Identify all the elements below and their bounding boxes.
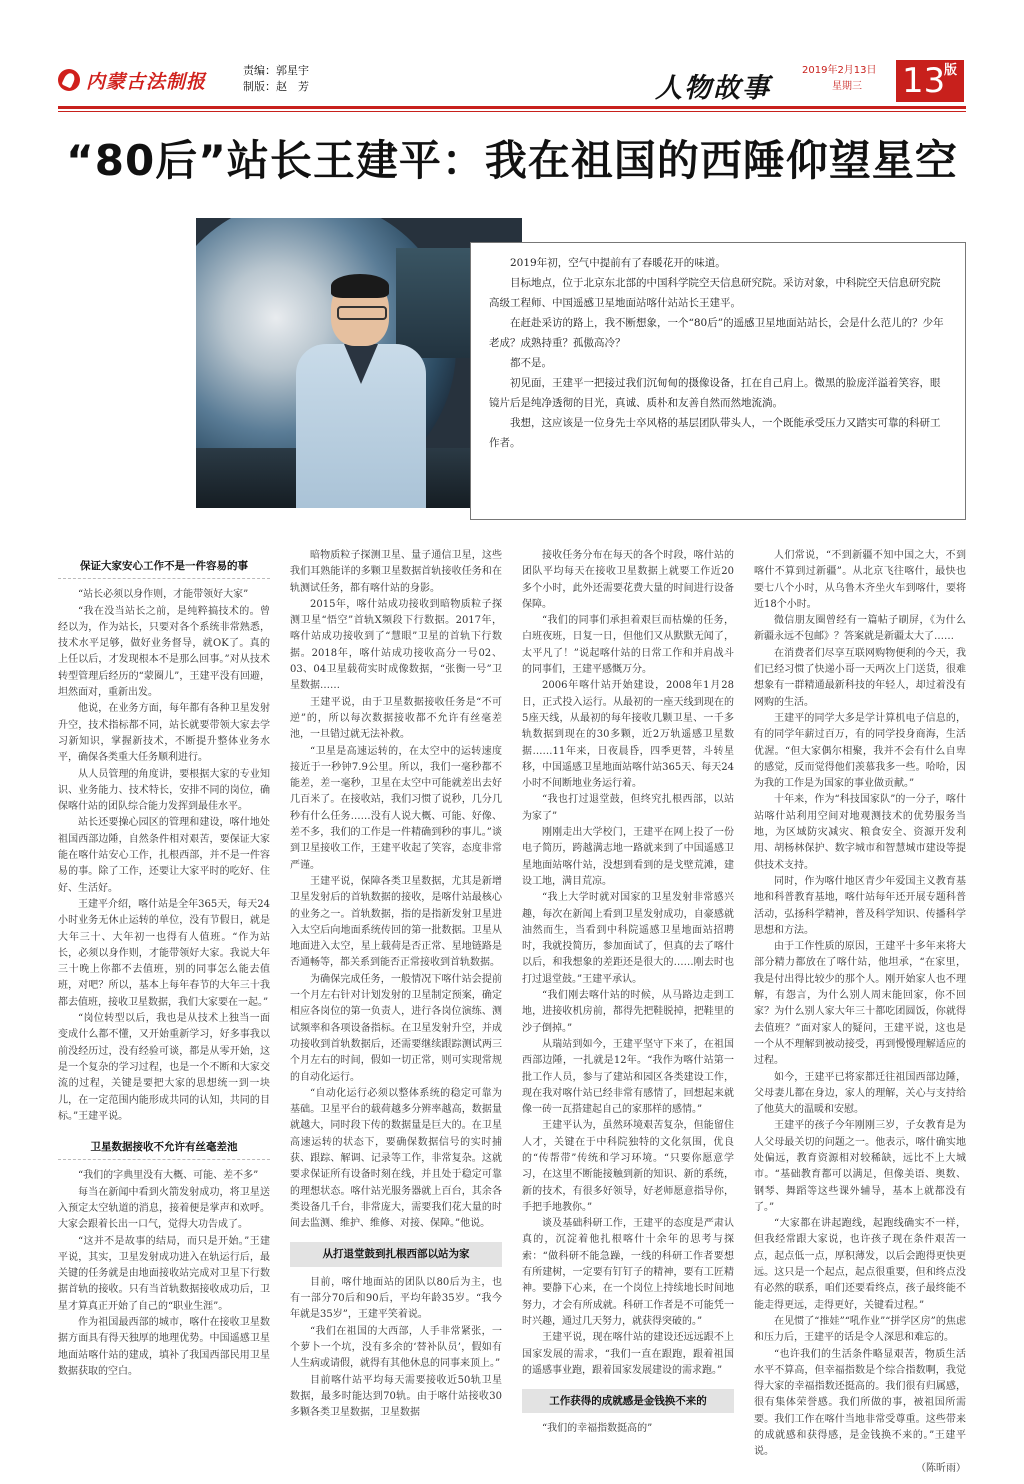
body-paragraph: 在消费者们尽享互联网购物便利的今天，我们已经习惯了快递小哥一天两次上门送货，很难想象有一群精通最新科技的年轻人，却过着没有网购的生活。 xyxy=(754,647,966,708)
body-paragraph: 刚刚走出大学校门，王建平在网上投了一份电子简历，跨越满志地一路就来到了中国遥感卫星地面站喀什站，没想到看到的是戈壁荒滩，建设工地，满目荒凉。 xyxy=(522,827,734,887)
body-paragraph: 王建平说，由于卫星数据接收任务是“不可逆”的，所以每次数据接收都不允许有丝毫差池，一旦错过就无法补救。 xyxy=(290,696,502,741)
issue-weekday: 星期三 xyxy=(832,81,862,92)
body-paragraph: 每当在新闻中看到火箭发射成功，将卫星送入预定太空轨道的消息，接着便是掌声和欢呼。大家会跟着长出一口气，觉得大功告成了。 xyxy=(58,1186,270,1231)
newspaper-logo xyxy=(58,60,228,100)
intro-paragraph: 2019年初，空气中提前有了春暖花开的味道。 xyxy=(510,257,726,269)
intro-paragraph: 都不是。 xyxy=(510,357,552,369)
body-paragraph: 目前喀什站平均每天需要接收近50轨卫星数据，最多时能达到70轨。由于喀什站接收30多颗各类卫星数据，卫星数据 xyxy=(290,1374,502,1419)
intro-paragraph: 我想，这应该是一位身先士卒风格的基层团队带头人，一个既能承受压力又踏实可靠的科研工作者。 xyxy=(489,417,941,449)
body-paragraph: 从人员管理的角度讲，要根据大家的专业知识、业务能力、技术特长，安排不同的岗位，确保喀什站的团队综合能力发挥到最佳水平。 xyxy=(58,768,270,813)
body-paragraph: “我们的幸福指数挺高的” xyxy=(542,1423,653,1435)
body-paragraph: “我上大学时就对国家的卫星发射非常感兴趣，每次在新闻上看到卫星发射成功，自豪感就油然而生，当看到中科院遥感卫星地面站招聘时，我就投简历，参加面试了，但真的去了喀什以后，和我想象的差距还是很大的……刚去时也打过退堂鼓。”王建平承认。 xyxy=(522,892,734,985)
section-title: 人物故事 xyxy=(655,73,771,104)
page-unit: 版 xyxy=(944,63,958,78)
body-paragraph: “自动化运行必须以整体系统的稳定可靠为基础。卫星平台的载荷越多分辨率越高，数据量就越大，同时段下传的数据量是巨大的。在卫星高速运转的状态下，要确保数据信号的实时捕获、跟踪、解调、记录等工作，非常复杂。这就要求保证所有设备时刻在线，并且处于稳定可靠的理想状态。喀什站光服务器就上百台，其余各类设备几千台，非常庞大，需要我们花大量的时间去监测、维护、维修、对接、保障。”他说。 xyxy=(290,1087,502,1230)
subheading: 卫星数据接收不允许有丝毫差池 xyxy=(58,1135,270,1160)
body-paragraph: “这并不是故事的结局，而只是开始。”王建平说，其实，卫星发射成功进入在轨运行后，最关键的任务就是由地面接收站完成对卫星下行数据首轨的接收。只有当首轨数据接收成功后，卫星才算真正开始了自己的“职业生涯”。 xyxy=(58,1235,270,1312)
body-paragraph: “我们的同事们承担着艰巨而枯燥的任务，白班夜班，日复一日，但他们又从默默无闻了，太平凡了！”说起喀什站的日常工作和并肩战斗的同事们，王建平感慨万分。 xyxy=(522,615,734,676)
body-paragraph: 由于工作性质的原因，王建平十多年来将大部分精力都放在了喀什站，他坦承，“在家里，我是付出得比较少的那个人。刚开始家人也不理解，有怨言，为什么别人周末能回家，你不回家？为什么别人家大年三十都吃团圆饭，你就得去值班？”面对家人的疑问，王建平说，这也是一个从不理解到被动接受，再到慢慢理解适应的过程。 xyxy=(754,941,966,1067)
issue-date: 2019年2月13日 xyxy=(802,65,877,76)
article-headline: “80后”站长王建平：我在祖国的西陲仰望星空 xyxy=(66,136,958,185)
body-paragraph: 2015年，喀什站成功接收到暗物质粒子探测卫星“悟空”首轨X频段下行数据。2017年，喀什站成功接收到了“慧眼”卫星的首轨下行数据。2018年，喀什站成功接收高分一号02、03、04卫星载荷实时成像数据，“张衡一号”卫星数据…… xyxy=(290,598,502,692)
body-paragraph: 王建平说，现在喀什站的建设还远远跟不上国家发展的需求，“我们一直在跟跑，跟着祖国的遥感事业跑，跟着国家发展建设的需求跑。” xyxy=(522,1332,734,1376)
body-paragraph: “站长必须以身作则，才能带领好大家” xyxy=(78,589,249,601)
body-paragraph: “岗位转型以后，我也是从技术上独当一面变成什么都不懂，又开始重新学习，好多事我以前没经历过，没有经验可谈，都是从零开始，这是一个复杂的学习过程，也是一个不断和大家交流的过程，关键是要把大家的思想统一到一块儿，在一定范围内能形成共同的认知，共同的目标。”王建平说。 xyxy=(58,1013,270,1122)
article-body xyxy=(58,548,966,1474)
date-box xyxy=(802,63,896,101)
credits xyxy=(243,63,309,95)
body-paragraph: 2006年喀什站开始建设，2008年1月28日，正式投入运行。从最初的一座天线到现在的5座天线，从最初的每年接收几颗卫星、一千多轨数据到现在的30多颗，近2万轨遥感卫星数据……11年来，日夜晨昏，四季更替，斗转星移，中国遥感卫星地面站喀什站365天、每天24小时不间断地业务运行着。 xyxy=(522,680,734,790)
column-3 xyxy=(522,548,734,1438)
intro-paragraph: 初见面，王建平一把接过我们沉甸甸的摄像设备，扛在自己肩上。微黑的脸庞洋溢着笑容，眼镜片后是纯净透彻的目光，真诚、质朴和友善自然而然地流淌。 xyxy=(489,377,941,409)
body-paragraph: 十年来，作为“科技国家队”的一分子，喀什站喀什站利用空间对地观测技术的优势服务当地，为区域防灾减灾、粮食安全、资源开发利用、胡杨林保护、数字城市和智慧城市建设等提供技术支持。 xyxy=(754,794,966,871)
body-paragraph: 同时，作为喀什地区青少年爱国主义教育基地和科普教育基地，喀什站每年还开展专题科普活动，弘扬科学精神，普及科学知识、传播科学思想和方法。 xyxy=(754,875,966,936)
body-paragraph: 谈及基础科研工作，王建平的态度是严肃认真的，沉淀着他扎根喀什十余年的思考与探索：“做科研不能急躁，一线的科研工作者要想有所建树，一定要有钉钉子的精神，要有工匠精神。要静下心来，在一个岗位上持续地长时间地努力，才会有所成就。科研工作者是不可能凭一时兴趣，通过几天努力，就获得突破的。” xyxy=(522,1218,734,1327)
body-paragraph: 为确保完成任务，一般情况下喀什站会提前一个月左右针对计划发射的卫星制定预案，确定相应各岗位的第一负责人，进行各岗位演练、测试频率和各项设备指标。在卫星发射升空，并成功接收到首轨数据后，还需要继续跟踪测试两三个月左右的时间，假如一切正常，则可实现常规的自动化运行。 xyxy=(290,973,502,1083)
column-1 xyxy=(58,548,270,1380)
body-paragraph: 在见惯了“推娃”“吼作业”“拼学区房”的焦虑和压力后，王建平的话是令人深思和难忘的。 xyxy=(754,1315,966,1344)
intro-paragraph: 在赶赴采访的路上，我不断想象，一个“80后”的遥感卫星地面站站长，会是什么范儿的？少年老成？成熟持重？孤傲高冷？ xyxy=(489,317,944,349)
body-paragraph: 从瑞站到如今，王建平坚守下来了，在祖国西部边陲，一扎就是12年。“我作为喀什站第一批工作人员，参与了建站和园区各类建设工作，现在我对喀什站已经非常有感情了，回想起来就像一砖一瓦搭建起自己的家那样的感情。” xyxy=(522,1038,734,1116)
header-rule xyxy=(58,106,966,109)
layout-credit: 制版：赵 芳 xyxy=(243,80,309,93)
subheading: 保证大家安心工作不是一件容易的事 xyxy=(58,554,270,579)
body-paragraph: 接收任务分布在每天的各个时段，喀什站的团队平均每天在接收卫星数据上就要工作近20多个小时，此外还需要花费大量的时间进行设备保障。 xyxy=(522,550,734,610)
body-paragraph: 他说，在业务方面，每年都有各种卫星发射升空，技术指标都不同，站长就要带领大家去学习新知识，掌握新技术，不断提升整体业务水平，确保各类重大任务顺利进行。 xyxy=(58,703,270,764)
body-paragraph: 目前，喀什地面站的团队以80后为主，也有一部分70后和90后，平均年龄35岁。“我今年就是35岁”，王建平笑着说。 xyxy=(290,1276,502,1321)
header-rule-thin xyxy=(58,111,966,112)
body-paragraph: 暗物质粒子探测卫星、量子通信卫星，这些我们耳熟能详的多颗卫星数据首轨接收任务和在轨测试任务，都有喀什站的身影。 xyxy=(290,550,502,594)
body-paragraph: “我们的字典里没有大概、可能、差不多” xyxy=(78,1170,259,1182)
body-paragraph: 王建平介绍，喀什站是全年365天，每天24小时业务无休止运转的单位，没有节假日，就是大年三十、大年初一也得有人值班。“作为站长，必须以身作则，才能带领好大家。我说大年三十晚上你都不去值班，别的同事怎么能去值班，对吧？所以，基本上每年春节的大年三十我都去值班，接收卫星数据，我们大家要在一起。” xyxy=(58,898,270,1008)
body-paragraph: 站长还要操心园区的管理和建设，喀什地处祖国西部边陲，自然条件相对艰苦，要保证大家能在喀什站安心工作，扎根西部，并不是一件容易的事。除了工作，还要让大家平时的吃好、住好、生活好。 xyxy=(58,817,270,894)
masthead xyxy=(0,0,1024,112)
body-paragraph: “我们在祖国的大西部，人手非常紧张，一个萝卜一个坑，没有多余的‘替补队员’，假如有人生病或请假，就得有其他休息的同事来顶上。” xyxy=(290,1325,502,1370)
body-paragraph: “也许我们的生活条件略显艰苦，物质生活水平不算高，但幸福指数是个综合指数啊，我觉得大家的幸福指数还挺高的。我们很有归属感，很有集体荣誉感。我们所做的事，被祖国所需要。我们工作在喀什当地非常受尊重。这些带来的成就感和获得感，是金钱换不来的。”王建平说。 xyxy=(754,1348,966,1458)
subheading: 工作获得的成就感是金钱换不来的 xyxy=(522,1389,734,1413)
person-figure xyxy=(296,278,426,508)
body-paragraph: 王建平的同学大多是学计算机电子信息的，有的同学年薪过百万，有的同学投身商海，生活优渥。“但大家偶尔相聚，我并不会有什么自卑的感觉，反而觉得他们羡慕我多一些。哈哈，因为我的工作是为国家的事业做贡献。” xyxy=(754,712,966,790)
byline: （陈昕雨） xyxy=(916,1462,966,1474)
column-4 xyxy=(754,548,966,1477)
logo-text: 内蒙古法制报 xyxy=(86,70,207,93)
body-paragraph: “我在没当站长之前，是纯粹搞技术的。曾经以为，作为站长，只要对各个系统非常熟悉，技术水平足够，做好业务督导，就OK了。真的上任以后，才发现根本不是那么回事。”对从技术转型管理后经历的“蒙圈儿”，王建平没有回避，坦然面对，重新出发。 xyxy=(58,605,270,699)
body-paragraph: 王建平的孩子今年刚刚三岁，子女教育是为人父母最关切的问题之一。他表示，喀什确实地处偏远，教育资源相对较稀缺，远比不上大城市。“基础教育都可以满足，但像美语、奥数、钢琴、舞蹈等这些课外辅导，基本上就都没有了。” xyxy=(754,1120,966,1213)
body-paragraph: “卫星是高速运转的，在太空中的运转速度接近于一秒钟7.9公里。所以，我们一毫秒都不能差，差一毫秒，卫星在太空中可能就差出去好几百米了。在接收站，我们习惯了说秒，几分几秒有什么任务……没有人说大概、可能、好像、差不多，我们的工作是一件精确到秒的事儿。”谈到卫星接收工作，王建平收起了笑容，态度非常严谨。 xyxy=(290,745,502,871)
body-paragraph: “我也打过退堂鼓，但终究扎根西部，以站为家了” xyxy=(522,794,734,822)
editor-credit: 责编：郭星宇 xyxy=(243,64,309,77)
body-paragraph: 王建平认为，虽然环境艰苦复杂，但能留住人才，关键在于中科院独特的文化氛围，优良的“传帮带”传统和学习环境。“只要你愿意学习，在这里不断能接触到新的知识、新的系统，新的技术，有很多好领导，好老师愿意指导你，手把手地教你。” xyxy=(522,1120,734,1213)
body-paragraph: 微信朋友圈曾经有一篇帖子刷屏，《为什么新疆永远不包邮》？答案就是新疆太大了…… xyxy=(754,615,966,643)
body-paragraph: 如今，王建平已将家都迁往祖国西部边陲，父母妻儿都在身边，家人的理解，关心与支持给了他莫大的温暖和安慰。 xyxy=(754,1071,966,1116)
intro-paragraph: 目标地点，位于北京东北部的中国科学院空天信息研究院。采访对象，中科院空天信息研究院高级工程师、中国遥感卫星地面站喀什站站长王建平。 xyxy=(489,277,941,309)
subheading: 从打退堂鼓到扎根西部以站为家 xyxy=(290,1242,502,1266)
page-number: 13 xyxy=(902,61,946,101)
body-paragraph: 作为祖国最西部的城市，喀什在接收卫星数据方面具有得天独厚的地理优势。中国遥感卫星地面站喀什站的建成，填补了我国西部民用卫星数据获取的空白。 xyxy=(58,1317,270,1377)
column-2 xyxy=(290,548,502,1421)
body-paragraph: 王建平说，保障各类卫星数据，尤其是新增卫星发射后的首轨数据的接收，是喀什站最核心的业务之一。首轨数据，指的是指新发射卫星进入太空后向地面系统传回的第一批数据。卫星从地面进入太空，星上载荷是否正常、星地链路是否通畅等，都关系到能否正常接收到首轨数据。 xyxy=(290,875,502,969)
logo-emblem-icon xyxy=(58,69,80,91)
body-paragraph: “我们刚去喀什站的时候，从马路边走到工地，进接收机房前，都得先把鞋脱掉，把鞋里的沙子倒掉。” xyxy=(522,990,734,1034)
intro-box xyxy=(470,242,966,520)
page-number-box xyxy=(896,60,964,102)
body-paragraph: “大家都在讲起跑线，起跑线确实不一样，但我经常跟大家说，也许孩子现在条件艰苦一点，起点低一点，厚积薄发，以后会跑得更快更远。这只是一个起点，起点很重要，但和终点没有必然的联系，咱们还要看终点，孩子最终能不能走得更远，走得更好，关键看过程。” xyxy=(754,1218,966,1311)
body-paragraph: 人们常说，“不到新疆不知中国之大，不到喀什不算到过新疆”。从北京飞往喀什，最快也要七八个小时，从乌鲁木齐坐火车到喀什，要将近18个小时。 xyxy=(754,550,966,610)
